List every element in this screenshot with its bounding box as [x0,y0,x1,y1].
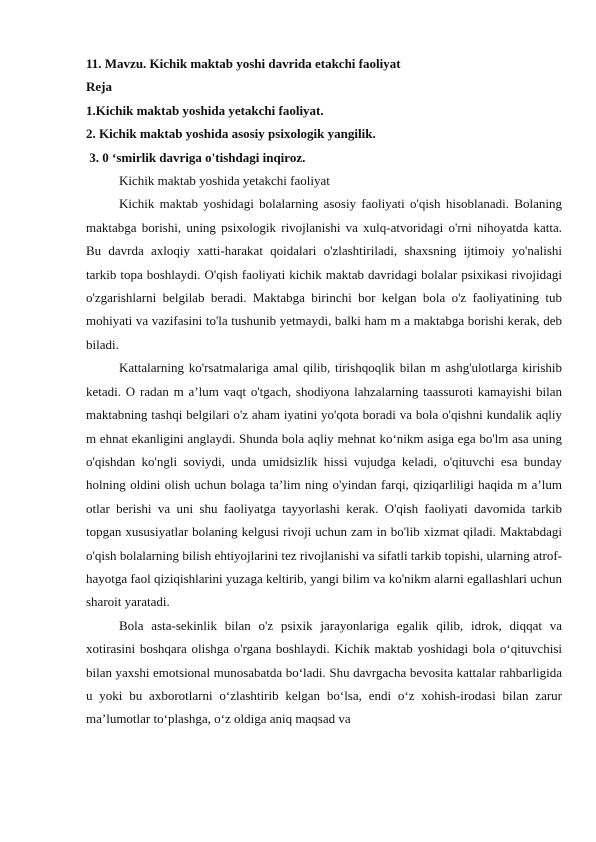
plan-item-3: 3. 0 ‘smirlik davriga o'tishdagi inqiroz. [86,149,306,165]
plan-label: Reja [86,79,112,95]
document-title: 11. Mavzu. Kichik maktab yoshi davrida etakchi faoliyat [86,56,401,71]
section-title: Kichik maktab yoshida yetakchi faoliyat [119,173,330,189]
plan-item-1: 1.Kichik maktab yoshida yetakchi faoliyat. [86,102,324,118]
paragraph-1: Kichik maktab yoshidagi bolalarning asosiy faoliyati o'qish hisoblanadi. Bolaning maktabga borishi, uning psixologik rivojlanishi va xulq-atvoridagi o'rni nihoyatda katta. Bu davrda axloqiy xatti-harakat qoidalari o'zlashtiriladi, shaxsning ijtimoiy yo'nalishi tarkib topa boshlaydi. O'qish faoliyati kichik maktab davridagi bolalar psixikasi rivojidagi o'zgarishlarni belgilab beradi. Maktabga birinchi bor kelgan bola o'z faoliyatining tub mohiyati va vazifasini to'la tushunib yetmaydi, balki ham m a maktabga borishi kerak, deb biladi. [86,196,562,352]
plan-item-2: 2. Kichik maktab yoshida asosiy psixologik yangilik. [86,126,376,142]
paragraph-2: Kattalarning ko'rsatmalariga amal qilib, tirishqoqlik bilan m ashg'ulotlarga kirishib ketadi. O radan m a’lum vaqt o'tgach, shodiyona lahzalarning taassuroti kamayishi bilan maktabning tashqi belgilari o'z aham iyatini yo'qota boradi va bola o'qishni kundalik aqliy m ehnat ekanligini anglaydi. Shunda bola aqliy mehnat ko‘nikm asiga ega bo'lm asa uning o'qishdan ko'ngli soviydi, unda umidsizlik hissi vujudga keladi, o'qituvchi esa bunday holning oldini olish uchun bolaga ta’lim ning o'yindan farqi, qiziqarliligi haqida m a’lum otlar berishi va uni shu faoliyatga tayyorlashi kerak. O'qish faoliyati davomida tarkib topgan xususiyatlar bolaning kelgusi rivoji uchun zam in bo'lib xizmat qiladi. Maktabdagi o'qish bolalarning bilish ehtiyojlarini tez rivojlanishi va sifatli tarkib topishi, ularning atrof-hayotga faol qiziqishlarini yuzaga keltirib, yangi bilim va ko'nikm alarni egallashlari uchun sharoit yaratadi. [86,360,562,610]
paragraph-3: Bola asta-sekinlik bilan o'z psixik jarayonlariga egalik qilib, idrok, diqqat va xotirasini boshqara olishga o'rgana boshlaydi. Kichik maktab yoshidagi bola o‘qituvchisi bilan yaxshi emotsional munosabatda bo‘ladi. Shu davrgacha bevosita kattalar rahbarligida u yoki bu axborotlarni o‘zlashtirib kelgan bo‘lsa, endi o‘z xohish-irodasi bilan zarur ma’lumotlar to‘plashga, o‘z oldiga aniq maqsad va [86,617,562,727]
document-page [86,52,562,731]
